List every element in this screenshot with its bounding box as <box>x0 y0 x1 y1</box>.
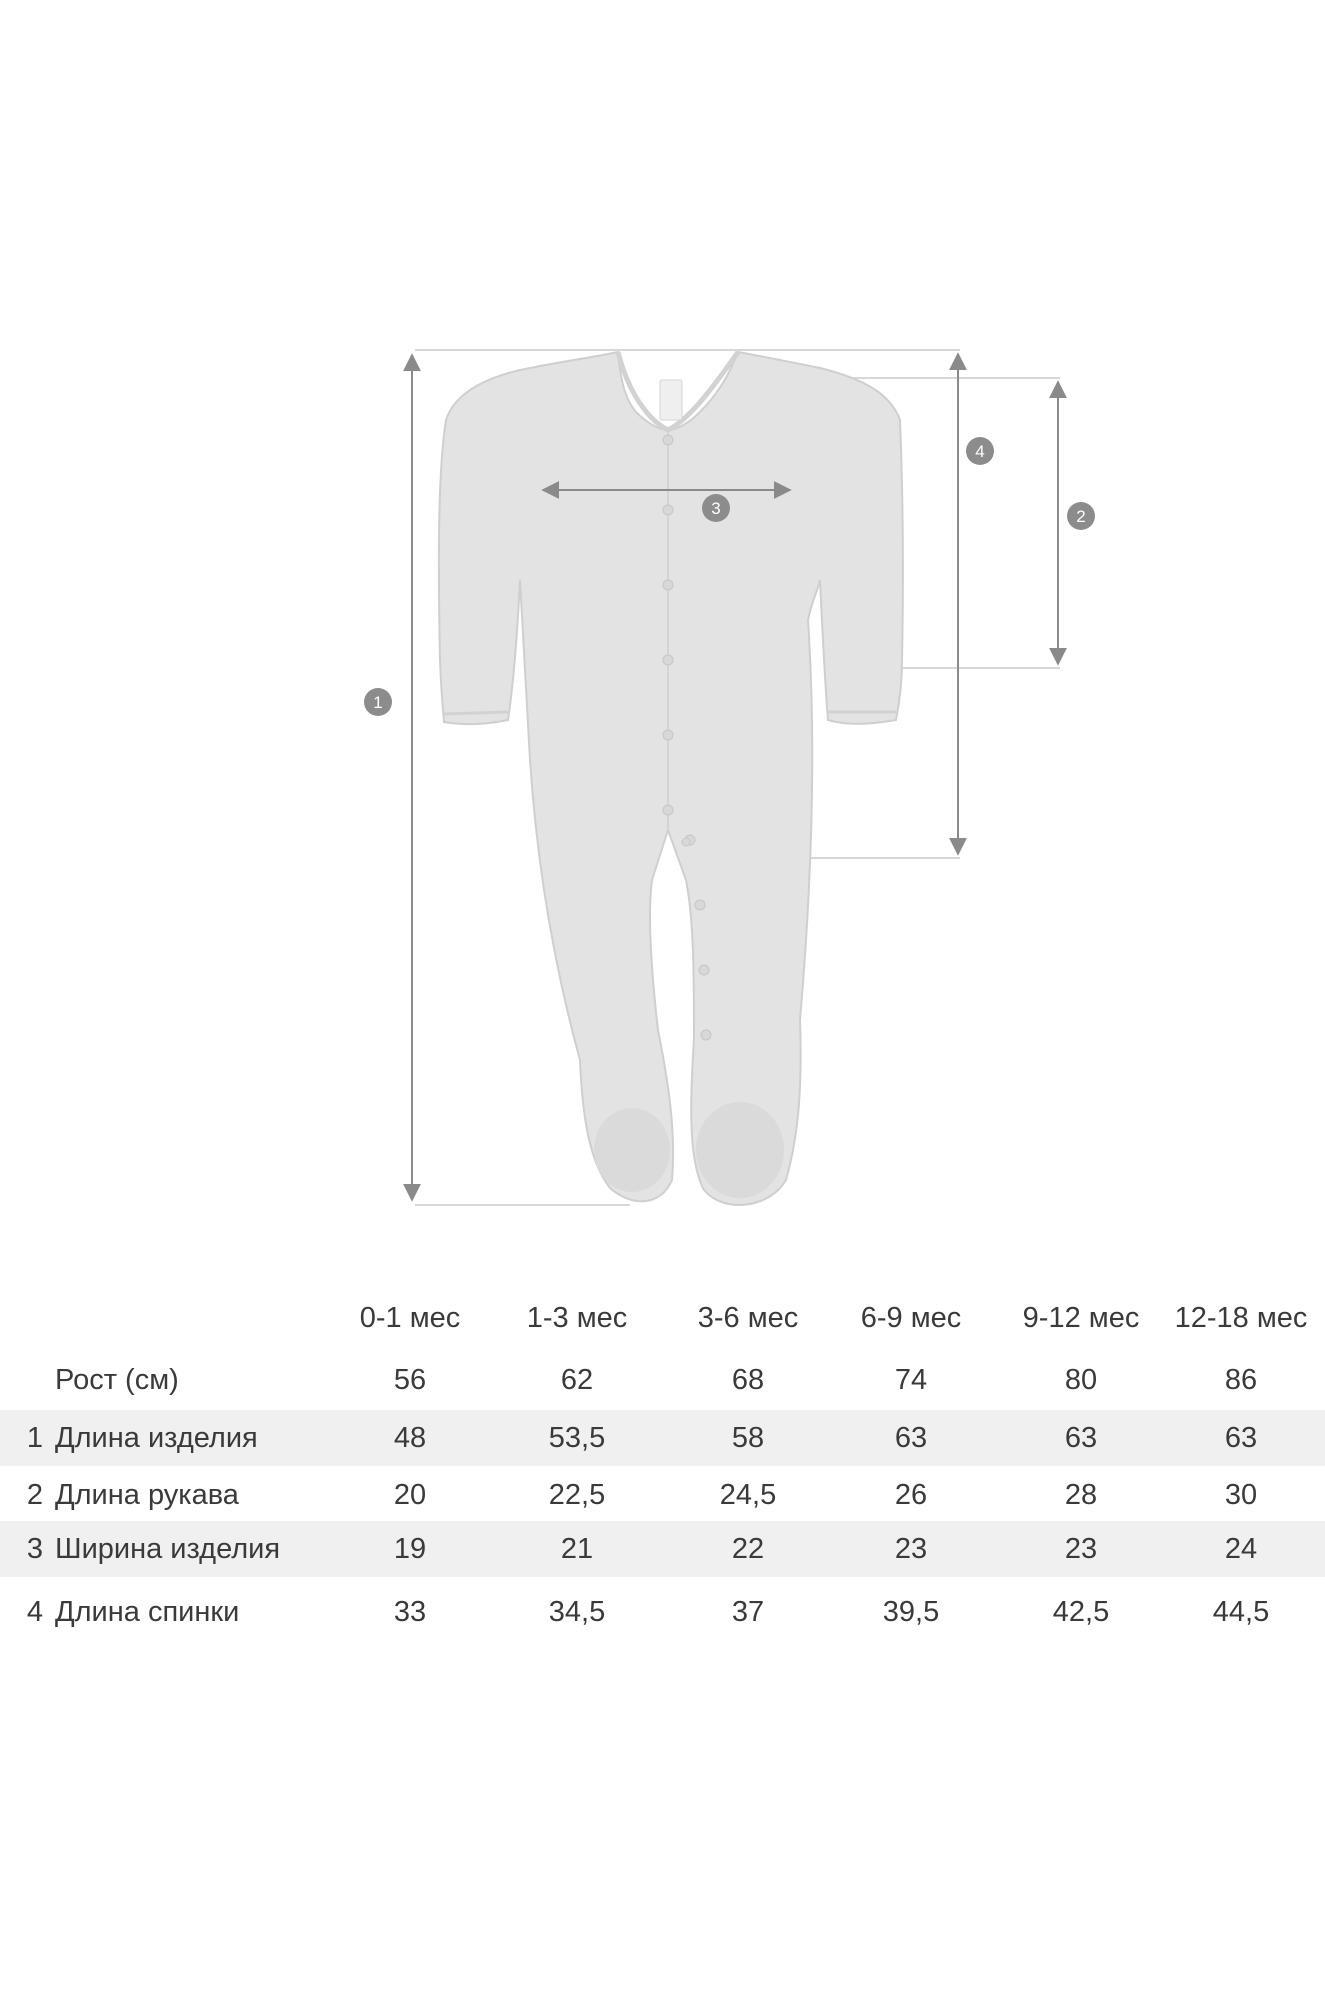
row-number: 1 <box>26 1422 44 1454</box>
table-cell: 44,5 <box>1212 1596 1270 1628</box>
table-cell: 63 <box>1224 1422 1258 1454</box>
table-row <box>0 1521 1325 1577</box>
table-cell: 56 <box>393 1364 427 1396</box>
table-cell: 30 <box>1224 1479 1258 1511</box>
table-cell: 28 <box>1064 1479 1098 1511</box>
row-number: 4 <box>26 1596 44 1628</box>
table-cell: 37 <box>731 1596 765 1628</box>
table-cell: 20 <box>393 1479 427 1511</box>
table-cell: 74 <box>894 1364 928 1396</box>
table-row <box>0 1584 1325 1640</box>
table-cell: 62 <box>560 1364 594 1396</box>
column-header: 3-6 мес <box>697 1302 799 1334</box>
marker-3-label: 3 <box>711 499 721 518</box>
row-label: Длина спинки <box>55 1596 240 1628</box>
table-cell: 23 <box>1064 1533 1098 1565</box>
table-cell: 23 <box>894 1533 928 1565</box>
row-label: Ширина изделия <box>55 1533 281 1565</box>
marker-1 <box>364 688 392 716</box>
table-cell: 53,5 <box>548 1422 606 1454</box>
table-cell: 22 <box>731 1533 765 1565</box>
marker-2-label: 2 <box>1076 507 1086 526</box>
column-header: 9-12 мес <box>1022 1302 1140 1334</box>
sleepsuit-image <box>439 352 903 1205</box>
table-cell: 24,5 <box>719 1479 777 1511</box>
marker-4 <box>966 437 994 465</box>
table-cell: 24 <box>1224 1533 1258 1565</box>
row-label: Длина рукава <box>55 1479 239 1511</box>
column-header: 6-9 мес <box>860 1302 962 1334</box>
marker-1-label: 1 <box>373 693 383 712</box>
table-cell: 68 <box>731 1364 765 1396</box>
table-cell: 58 <box>731 1422 765 1454</box>
table-cell: 42,5 <box>1052 1596 1110 1628</box>
column-header: 1-3 мес <box>526 1302 628 1334</box>
row-label: Длина изделия <box>55 1422 258 1454</box>
row-number <box>24 1352 46 1408</box>
table-header-row <box>0 1290 1325 1346</box>
table-cell: 80 <box>1064 1364 1098 1396</box>
table-cell: 63 <box>894 1422 928 1454</box>
table-cell: 21 <box>560 1533 594 1565</box>
table-cell: 48 <box>393 1422 427 1454</box>
table-cell: 63 <box>1064 1422 1098 1454</box>
row-number: 3 <box>26 1533 44 1565</box>
row-label: Рост (см) <box>55 1364 179 1396</box>
column-header: 12-18 мес <box>1174 1302 1308 1334</box>
marker-2 <box>1067 502 1095 530</box>
column-header: 0-1 мес <box>359 1302 461 1334</box>
table-cell: 26 <box>894 1479 928 1511</box>
table-row <box>0 1410 1325 1466</box>
table-cell: 39,5 <box>882 1596 940 1628</box>
marker-3 <box>702 494 730 522</box>
row-number: 2 <box>26 1479 44 1511</box>
table-cell: 34,5 <box>548 1596 606 1628</box>
table-cell: 33 <box>393 1596 427 1628</box>
table-cell: 19 <box>393 1533 427 1565</box>
table-cell: 86 <box>1224 1364 1258 1396</box>
table-row <box>0 1467 1325 1523</box>
table-row <box>0 1352 1325 1408</box>
table-cell: 22,5 <box>548 1479 606 1511</box>
marker-4-label: 4 <box>975 442 985 461</box>
